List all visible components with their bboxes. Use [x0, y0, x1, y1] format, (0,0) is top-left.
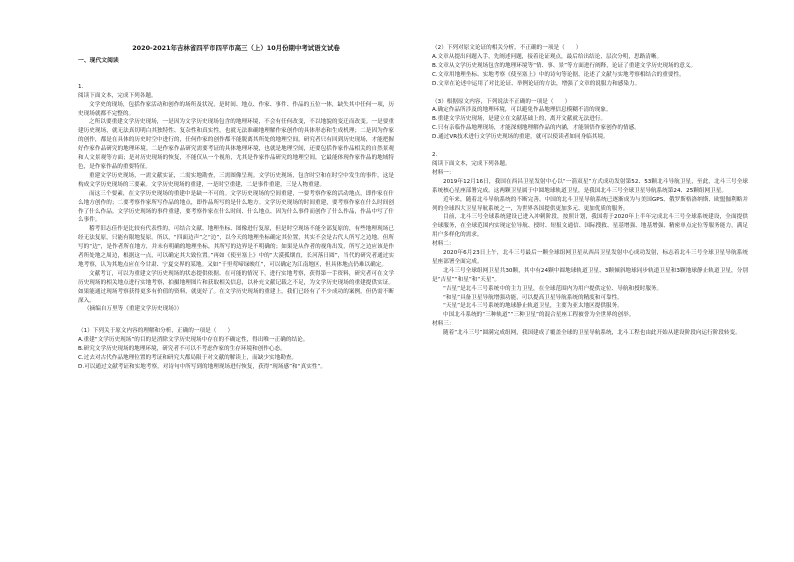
option-a[interactable]: A.确定作品所涉及的地理环境，可以避免作品地理信息模糊不清的现象。: [432, 107, 612, 114]
passage-paragraph: “天星”是北斗三号系统的地球静止轨道卫星，主要为亚太地区提供服务。: [443, 303, 623, 310]
passage-paragraph: 目前，北斗三号全球系统建设已进入冲刺阶段，按照计划，我国将于2020年上半年完成北斗三号全球系统建设，全面提供全球服务，在全球范围内实现定位导航、授时、短报文通信、国际搜救、星基增强、地基增强、精密单点定位等服务能力，满足用户多样化的需求。: [432, 214, 748, 239]
passage-paragraph: 随着“北斗三号”圆满完成组网，我国建成了覆盖全球的卫星导航系统，北斗工程也由此开始从建设阶段向运行阶段转变。: [443, 330, 741, 337]
passage-paragraph: 而这三个要素，在文学历史现场的重建中是缺一不可的。文学历史现场的空间重建，一要考察作家的活动地点，即作家在什么地方创作的；二要考察作家所写作品的地点，即作品所写的是什么地方。文学历史现场的时间重建，要考察作家在什么时间创作了什么作品。文学历史现场的事件重建，要考察作家在什么时间、什么地点、因为什么事件而创作了什么作品，作品中写了什么事件。: [78, 190, 394, 224]
material-label: 材料一：: [432, 169, 455, 176]
option-d[interactable]: D.文章在论述中运用了对比论证、举例论证的方法，增强了文章的说服力和感染力。: [432, 80, 641, 87]
material-label: 材料三：: [432, 321, 455, 328]
passage-paragraph: 文献考订，可以为重建文学历史现场的状态提供依据。在可能的情况下，进行实地考察，获得第一手资料，研究者可在文学历史现场的相关地点进行实地考察，拍摄地理图片和获取相关信息，以补充文献记载之不足，为文学历史现场的重建提供实证。如果能通过现场考察获得更多有价值的资料，就更好了。在文学历史现场的重建上，我们已经有了不少成功的案例，但仍需不断深入。: [78, 270, 394, 304]
material-label: 材料二：: [432, 241, 455, 248]
question-stem: （3）根据原文内容，下列说法不正确的一项是（ ）: [432, 98, 571, 105]
question-number: 2.: [432, 152, 438, 159]
section-heading: 一、现代文阅读: [78, 57, 119, 64]
passage-paragraph: 文学史的现场，包括作家活动和创作的场所及状况，是时间、地点、作家、事件、作品的五位一体，缺失其中任何一项，历史现场就都不完整的。: [78, 101, 394, 117]
passage-paragraph: 北斗三号全球组网卫星共30颗，其中有24颗中圆地球轨道卫星、3颗倾斜地球同步轨道卫星和3颗地球静止轨道卫星，分别是“吉星”“和星”和“天星”。: [432, 267, 748, 283]
option-a[interactable]: A.重建“文学历史现场”的目的是消除文学历史现场中存在的不确定性，得出唯一正确的结论。: [78, 337, 309, 344]
option-a[interactable]: A.文章从提出问题入手，先阐述问题，接着论证观点，最后给出结论，层次分明，思路清晰。: [432, 53, 663, 60]
passage-paragraph: 稽考旧志佳作是比较有代表性的，可结合文献、地理坐标、图像进行复原，但是时空现场不能全部复原的，有些地理现场已经无法复原，只能有限地复原。所以，“四面边声”之“边”，以今天的地理坐标确定其位置，其实不会是古代人所写之边地。但所写的“边”，是作者所在地方，并未有明确的地理坐标，其所写的边界是不明确的；如果是从作者的视角出发，所写之边应该是作者所处地之周边，根据这一点，可以确定其大致位置。”再如《使至塞上》中的“大漠孤烟直，长河落日圆”，当代的研究者通过实地考察，认为其地点应在今甘肃、宁夏交界的某地。又如“千里莺啼绿映红”，可以确定为江南地区，但具体地点仍难以确定。: [78, 226, 394, 268]
exam-title: 2020-2021年吉林省四平市四平市高三（上）10月份期中考试语文试卷: [132, 44, 340, 52]
passage-paragraph: “吉星”是北斗三号系统中的主力卫星，在全球范围内为用户提供定位、导航和授时服务。: [443, 285, 663, 292]
question-stem: （2）下列对原文论证的相关分析，不正确的一项是（ ）: [432, 45, 582, 51]
option-b[interactable]: B.重建文学历史现场，是建立在文献基础上的，离开文献就无法进行。: [432, 116, 607, 123]
question-stem: （1）下列关于原文内容的理解和分析，正确的一项是（ ）: [78, 328, 234, 335]
option-c[interactable]: C.文章用地理坐标、实地考察《使至塞上》中的诗句等论据，论述了文献与实地考察相结合的重要性。: [432, 71, 685, 78]
option-d[interactable]: D.通过VR技术进行文学历史现场的重建，就可以使读者如同身临其境。: [432, 134, 609, 141]
passage-paragraph: 2019年12月16日，我国在西昌卫星发射中心以“一箭双星”方式成功发射第52、53颗北斗导航卫星，至此，北斗三号全球系统核心星座部署完成。这两颗卫星属于中圆地球轨道卫星，是我国北斗三号全球卫星导航系统第24、25颗组网卫星。: [432, 178, 748, 194]
option-c[interactable]: C.过去对古代作品地理位置的考证和研究大都局限于对文献的解读上，而缺少实地勘查。: [78, 355, 298, 362]
option-b[interactable]: B.文章从文学历史现场包含的地理环境等“情、事、景”等方面进行阐释，论证了重建文学历史现场的意义。: [432, 62, 697, 69]
passage-source: （摘编自万里等《重建文学历史现场》）: [84, 306, 183, 313]
option-d[interactable]: D.可以通过文献考证和实地考察，对诗句中所写到的地理现场进行恢复，获得“现场感”和“真实性”。: [78, 364, 326, 370]
passage-paragraph: 重建文学历史现场，一需文献实证，二需实地勘查，三需图像呈现。文学历史现场，包含时空和在时空中发生的事件，这是构成文学历史现场的三要素。文学历史现场的重建，一是时空重建，二是事件重建，三是人物重建。: [78, 172, 394, 188]
passage-paragraph: 中国北斗系统的“三种轨道”“三种卫星”的混合星座工程被誉为全世界的创举。: [443, 312, 635, 319]
left-column: [78, 36, 394, 372]
right-column: [432, 44, 748, 338]
option-c[interactable]: C.只有亲临作品地理现场，才能深刻地理解作品的内涵，才能领悟作家创作的情感。: [432, 125, 640, 132]
question-number: 1.: [78, 83, 84, 90]
passage-paragraph: “和星”具备卫星导航增强功能，可以提高卫星导航系统的精度和可靠性。: [443, 294, 623, 301]
passage-paragraph: 2020年6月23日上午，北斗三号最后一颗全球组网卫星从西昌卫星发射中心成功发射，标志着北斗三号全球卫星导航系统星座部署全面完成。: [432, 250, 748, 265]
option-b[interactable]: B.研究文学历史现场的地理环境，研究者不可以不考虑作家的生存环境和创作心态。: [78, 346, 286, 353]
question-intro: 阅读下面文本，完成下列各题。: [78, 92, 157, 99]
question-intro: 阅读下面文本，完成下列各题。: [432, 160, 511, 167]
passage-paragraph: 近年来，随着北斗导航系统的不断完善，中国的北斗卫星导航系统已逐渐成为与美国GPS、俄罗斯格洛纳斯、欧盟伽利略并列的全球四大卫星导航系统之一，为世界各国提供更加多元、更加优质的服务。: [432, 196, 748, 212]
passage-paragraph: 之所以要重建文学历史现场，一是因为文学历史现场包含的地理环境，不会有任何改变，不以地貌的变迁而改变。一是要重建历史现场，就无法真切明白其独特性、复杂性和真实性，也就无法准确地理解作家创作的具体形态和生成机理；二是因为作家的创作，都是在具体的历史时空中进行的，任何作家的创作都不能脱离其所处的地理空间，研究者只有回到历史现场，才能把握好作家作品研究的地理环境。二是作家作品研究需要考证的具体地理环境，也就是地理空间，还要包括作家作品相关的自然景观和人文景观等方面；是对历史现场的恢复，不能仅从一个视角，尤其是作家作品研究的地理空间，它最能体现作家作品的地域特色，是作家作品的重要特征。: [78, 119, 394, 170]
